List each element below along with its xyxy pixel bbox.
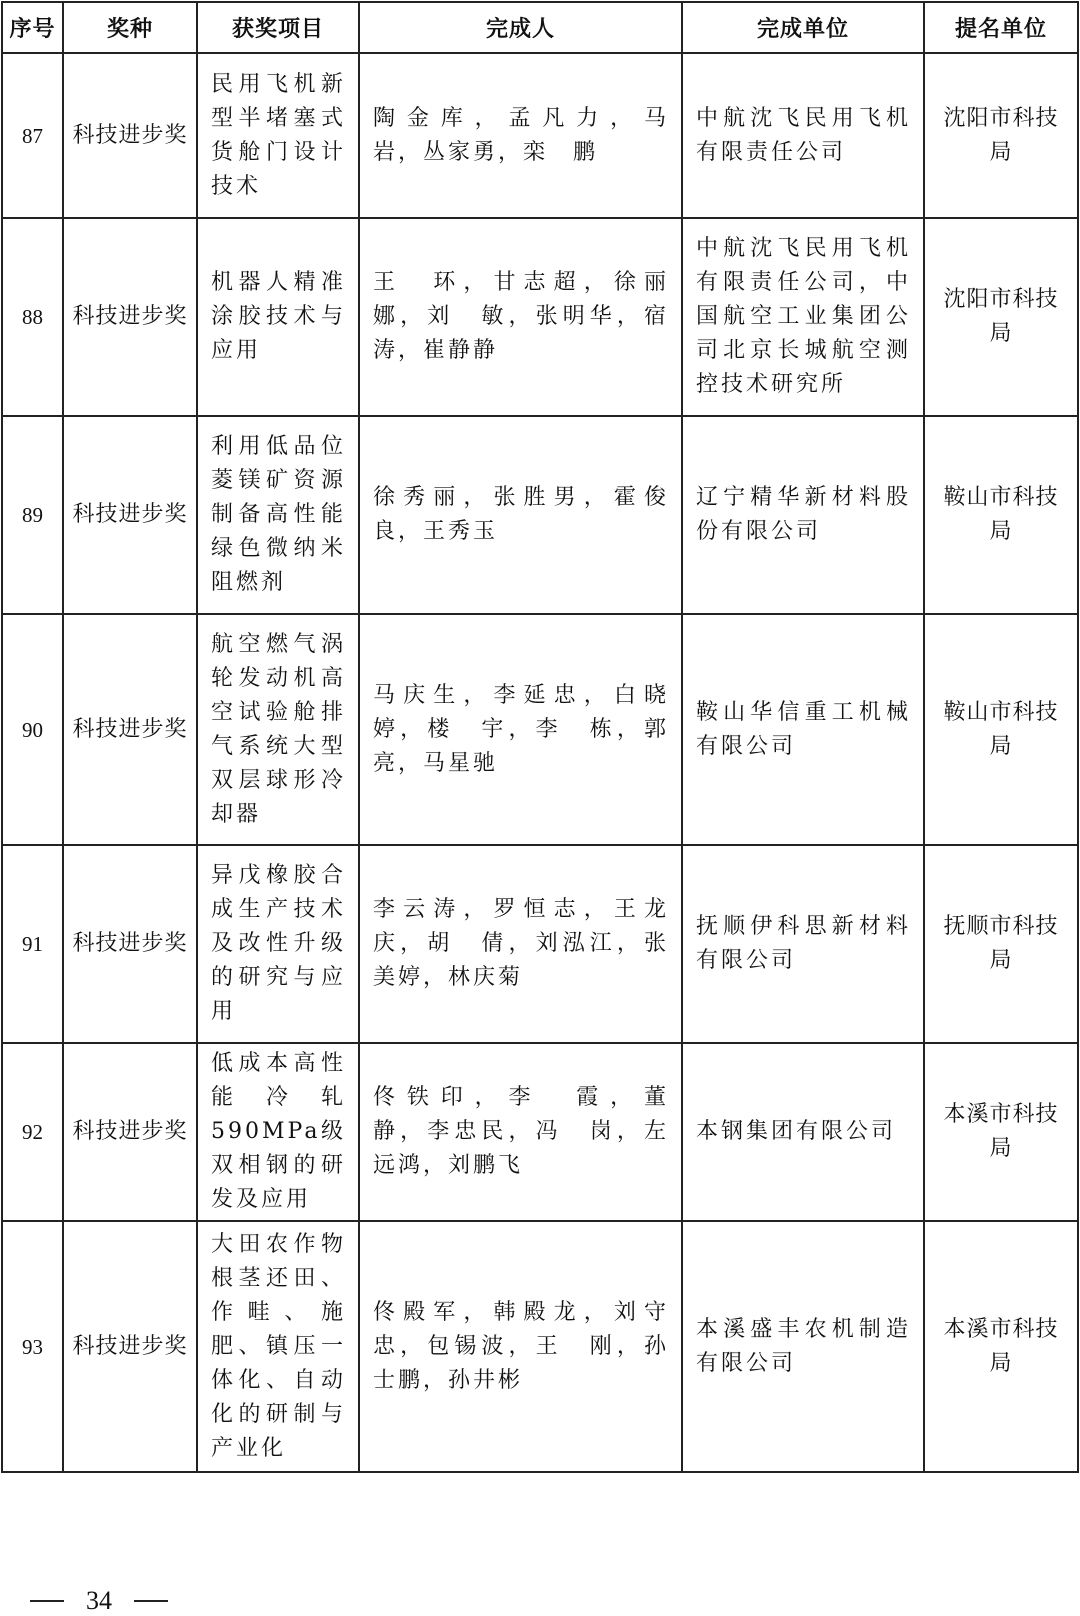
cell-award-type: 科技进步奖 xyxy=(63,845,197,1043)
cell-project: 大田农作物根茎还田、作畦、施肥、镇压一体化、自动化的研制与产业化 xyxy=(197,1221,359,1472)
page-footer xyxy=(30,1586,168,1616)
cell-nominator: 鞍山市科技局 xyxy=(924,416,1078,614)
footer-dash-left xyxy=(30,1600,64,1602)
table-row xyxy=(2,614,1078,845)
header-project: 获奖项目 xyxy=(197,2,359,53)
table-row xyxy=(2,1043,1078,1221)
cell-nominator: 沈阳市科技局 xyxy=(924,53,1078,218)
cell-project: 民用飞机新型半堵塞式货舱门设计技术 xyxy=(197,53,359,218)
cell-seq: 90 xyxy=(2,614,63,845)
cell-seq: 92 xyxy=(2,1043,63,1221)
table-header xyxy=(2,2,1078,53)
cell-seq: 88 xyxy=(2,218,63,416)
cell-organization: 中航沈飞民用飞机有限责任公司，中国航空工业集团公司北京长城航空测控技术研究所 xyxy=(682,218,924,416)
cell-organization: 本钢集团有限公司 xyxy=(682,1043,924,1221)
cell-seq: 89 xyxy=(2,416,63,614)
cell-completers: 陶金库，孟凡力，马 岩，丛家勇，栾 鹏 xyxy=(359,53,682,218)
header-nominator: 提名单位 xyxy=(924,2,1078,53)
cell-completers: 佟殿军，韩殿龙，刘守忠，包锡波，王 刚，孙士鹏，孙井彬 xyxy=(359,1221,682,1472)
footer-dash-right xyxy=(134,1600,168,1602)
cell-organization: 辽宁精华新材料股份有限公司 xyxy=(682,416,924,614)
cell-organization: 本溪盛丰农机制造有限公司 xyxy=(682,1221,924,1472)
cell-project: 利用低品位菱镁矿资源制备高性能绿色微纳米阻燃剂 xyxy=(197,416,359,614)
cell-seq: 87 xyxy=(2,53,63,218)
cell-nominator: 本溪市科技局 xyxy=(924,1043,1078,1221)
cell-organization: 抚顺伊科思新材料有限公司 xyxy=(682,845,924,1043)
cell-nominator: 沈阳市科技局 xyxy=(924,218,1078,416)
cell-award-type: 科技进步奖 xyxy=(63,416,197,614)
header-completers: 完成人 xyxy=(359,2,682,53)
cell-award-type: 科技进步奖 xyxy=(63,218,197,416)
cell-organization: 中航沈飞民用飞机有限责任公司 xyxy=(682,53,924,218)
table-row xyxy=(2,53,1078,218)
cell-completers: 李云涛，罗恒志，王龙庆，胡 倩，刘泓江，张美婷，林庆菊 xyxy=(359,845,682,1043)
cell-completers: 徐秀丽，张胜男，霍俊良，王秀玉 xyxy=(359,416,682,614)
header-organization: 完成单位 xyxy=(682,2,924,53)
cell-seq: 93 xyxy=(2,1221,63,1472)
header-award-type: 奖种 xyxy=(63,2,197,53)
table-row xyxy=(2,845,1078,1043)
table-row xyxy=(2,1221,1078,1472)
cell-project: 航空燃气涡轮发动机高空试验舱排气系统大型双层球形冷却器 xyxy=(197,614,359,845)
cell-nominator: 本溪市科技局 xyxy=(924,1221,1078,1472)
cell-completers: 佟铁印，李 霞，董 静，李忠民，冯 岗，左远鸿，刘鹏飞 xyxy=(359,1043,682,1221)
header-seq: 序号 xyxy=(2,2,63,53)
cell-project: 低成本高性能冷轧590MPa级双相钢的研发及应用 xyxy=(197,1043,359,1221)
awards-table xyxy=(1,1,1079,1473)
cell-award-type: 科技进步奖 xyxy=(63,53,197,218)
page-number: 34 xyxy=(86,1586,112,1615)
cell-award-type: 科技进步奖 xyxy=(63,1043,197,1221)
cell-organization: 鞍山华信重工机械有限公司 xyxy=(682,614,924,845)
cell-completers: 马庆生，李延忠，白晓婷，楼 宇，李 栋，郭 亮，马星驰 xyxy=(359,614,682,845)
cell-award-type: 科技进步奖 xyxy=(63,1221,197,1472)
table-row xyxy=(2,416,1078,614)
header-row xyxy=(2,2,1078,53)
cell-award-type: 科技进步奖 xyxy=(63,614,197,845)
cell-project: 异戊橡胶合成生产技术及改性升级的研究与应用 xyxy=(197,845,359,1043)
cell-completers: 王 环，甘志超，徐丽娜，刘 敏，张明华，宿 涛，崔静静 xyxy=(359,218,682,416)
cell-nominator: 鞍山市科技局 xyxy=(924,614,1078,845)
table-row xyxy=(2,218,1078,416)
table-body xyxy=(2,53,1078,1472)
cell-project: 机器人精准涂胶技术与应用 xyxy=(197,218,359,416)
cell-nominator: 抚顺市科技局 xyxy=(924,845,1078,1043)
cell-seq: 91 xyxy=(2,845,63,1043)
